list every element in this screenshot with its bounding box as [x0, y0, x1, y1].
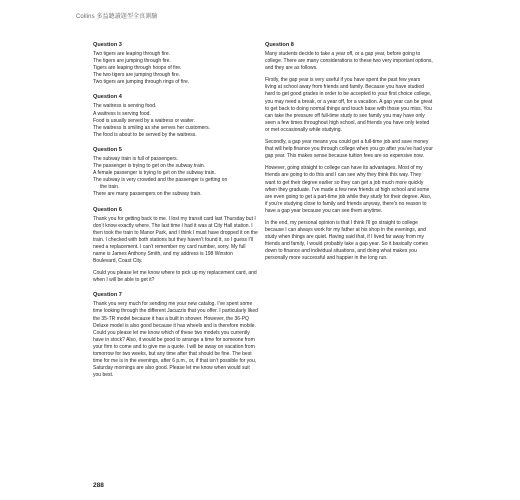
question-7 — [93, 292, 258, 379]
q5-line-6: There are many passengers on the subway train. — [93, 191, 202, 198]
q8-paragraph-3: Secondly, a gap year means you could get a full-time job and save money that will help finance you through college when you go after you’ve had your gap year. This makes sense because tuition fees are so expensive now. — [265, 139, 433, 160]
q5-line-4: The subway is very crowded and the passenger is getting on — [93, 177, 228, 184]
question-7-title: Question 7 — [93, 292, 122, 299]
q3-line-1: Two tigers are leaping through fire. — [93, 51, 170, 57]
q5-line-1: The subway train is full of passengers. — [93, 155, 179, 162]
q3-line-2: The tigers are jumping through fire. — [93, 58, 171, 65]
q8-paragraph-2: Firstly, the gap year is very useful if you have spent the past few years living at school away from friends and family. Because you have studied hard to get good grades in order to be accepted to your first choice college, you may need a break, or a year off, for a vacation. A gap year can be great to get back to doing normal things and touch base with those you miss. You can take the pressure off full-time study to see family you may have only seen a few times throughout high school, and friends you have only texted or met occasionally while studying. — [265, 77, 433, 133]
right-column — [265, 42, 433, 271]
question-5 — [93, 147, 258, 199]
q8-paragraph-4: However, going straight to college can have its advantages. Most of my friends are going to do this and I can see why they think this way. They want to get their degree earlier so they can get a job much more quickly when they graduate. I’ve made a few new friends at high school and some are even going to get a part-time job while they study for their degree. Also, if you’re studying close to family and friends anyway, there’s no reason to have a gap year because you can see them anytime. — [265, 165, 432, 214]
page-number: 288 — [93, 482, 104, 489]
q3-line-3: Tigers are leaping through hoops of fire. — [93, 65, 182, 72]
q4-line-4: The waitress is smiling as she serves her customers. — [93, 124, 210, 131]
question-4-title: Question 4 — [93, 94, 122, 101]
q4-line-3: Food is usually served by a waitress or waiter. — [93, 117, 195, 124]
question-8-title: Question 8 — [265, 42, 294, 48]
question-3 — [93, 42, 258, 86]
q8-paragraph-1: Many students decide to take a year off, or a gap year, before going to college. There are many considerations to these two very important options, and they are as follows. — [265, 51, 433, 72]
question-4 — [93, 94, 258, 138]
left-column — [93, 42, 258, 387]
q3-line-5: Two tigers are jumping through rings of fire. — [93, 79, 190, 86]
q4-line-1: The waitress is serving food. — [93, 103, 157, 110]
q8-paragraph-5: In the end, my personal opinion is that I think I’ll go straight to college because I can always work for my father at his shop in the evenings, and study when things are quiet. Having said that, if I lived far away from my friends and family, I would probably take a gap year. So it basically comes down to finance and individual situations, and doing what makes you personally more successful and happier in the long run. — [265, 219, 429, 262]
q5-line-3: A female passenger is trying to get on the subway train. — [93, 170, 216, 177]
q4-line-5: The food is about to be served by the waitress. — [93, 131, 197, 138]
q7-paragraph-1: Thank you very much for sending me your new catalog. I’ve spent some time looking through the different Jacuzzis that you offer. I particularly liked the 35-TR model because it has a built in shower. However, the 36-PQ Deluxe model is also good because it has wheels and is therefore mobile. Could you please let me know which of these two models you currently have in stock? Also, it would be good to arrange a time for someone from your firm to come and to give me a quote. I will be away on vacation from tomorrow for two weeks, but any time after that should be fine. The best time for me is in the evenings, after 6 p.m., or, if that isn’t possible for you, Saturday mornings are also good. Please let me know when would suit you best. — [93, 301, 258, 379]
q5-line-5: the train. — [100, 184, 120, 191]
q6-paragraph-1: Thank you for getting back to me. I lost my transit card last Thursday but I don’t know exactly where. The last time I had it was at City Hall station. I then took the train to Manor Park, and I think I must have dropped it on the train. I checked with both stations but they haven’t found it, so I guess I’ll need a replacement. I can’t remember my card number, sorry. My full name is James Anthony Smith, and my address is 198 Winston Boulevard, Coast City. — [93, 215, 258, 265]
q3-line-4: The two tigers are jumping through fire. — [93, 72, 180, 79]
question-6 — [93, 207, 258, 285]
q5-line-2: The passenger is trying to get on the subway train. — [93, 163, 206, 170]
running-header: Collins 多益聽讀題型全真測驗 — [76, 14, 158, 20]
question-3-title: Question 3 — [93, 42, 122, 48]
question-5-title: Question 5 — [93, 146, 122, 153]
question-8 — [265, 42, 433, 263]
question-6-title: Question 6 — [93, 206, 122, 213]
q6-paragraph-2: Could you please let me know where to pick up my replacement card, and when I will be able to get it? — [93, 270, 257, 284]
q4-line-2: A waitress is serving food. — [93, 110, 151, 117]
